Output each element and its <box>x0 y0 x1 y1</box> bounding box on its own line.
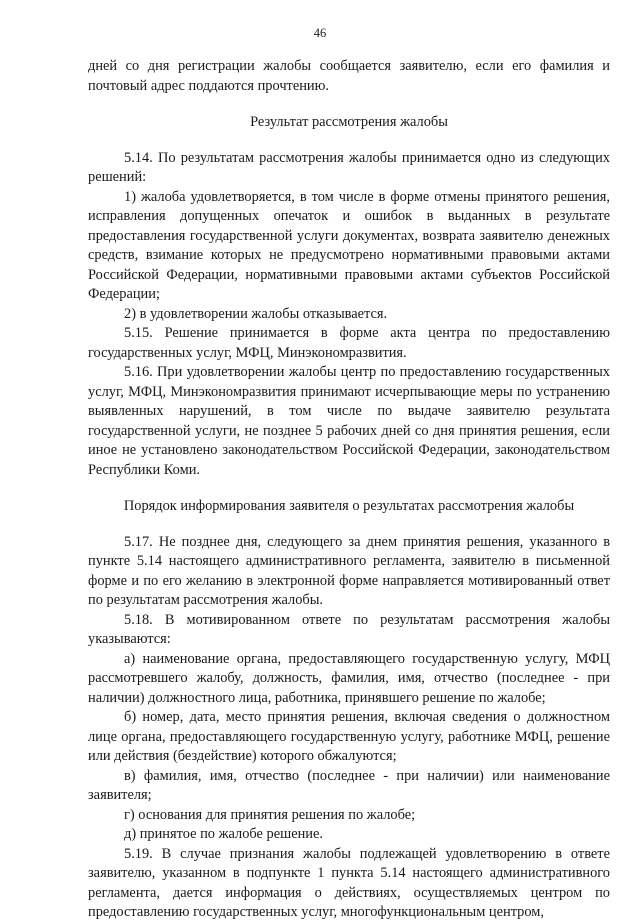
list-item-1: 1) жалоба удовлетворяется, в том числе в форме отмены принятого решения, исправления допущенных опечаток и ошибок в выданных в результате предоставления государственной услуги документах, возврата заявителю денежных средств, взимание которых не предусмотрено нормативными правовыми актами Российской Федерации, нормативными правовыми актами субъектов Российской Федерации; <box>88 188 610 302</box>
paragraph-5-19: 5.19. В случае признания жалобы подлежащей удовлетворению в ответе заявителю, указанном в подпункте 1 пункта 5.14 настоящего административного регламента, дается информация о действиях, осуществляемых центром по предоставлению государственных услуг, многофункциональным центром, <box>88 845 610 920</box>
paragraph-5-14: 5.14. По результатам рассмотрения жалобы принимается одно из следующих решений: <box>88 149 610 185</box>
list-item-v: в) фамилия, имя, отчество (последнее - при наличии) или наименование заявителя; <box>88 767 610 803</box>
section-heading-informing: Порядок информирования заявителя о результатах рассмотрения жалобы <box>123 498 575 514</box>
section-heading-result: Результат рассмотрения жалобы <box>250 114 448 130</box>
paragraph-continuation: дней со дня регистрации жалобы сообщается заявителю, если его фамилия и почтовый адрес поддаются прочтению. <box>88 58 610 94</box>
paragraph-5-15: 5.15. Решение принимается в форме акта центра по предоставлению государственных услуг, МФЦ, Минэкономразвития. <box>88 325 610 361</box>
list-item-g: г) основания для принятия решения по жалобе; <box>124 806 416 823</box>
list-item-b: б) номер, дата, место принятия решения, включая сведения о должностном лице органа, предоставляющего государственную услугу, работнике МФЦ, решение или действия (бездействие) которого обжалуются; <box>88 709 610 764</box>
list-item-2: 2) в удовлетворении жалобы отказывается. <box>124 305 388 322</box>
paragraph-5-18: 5.18. В мотивированном ответе по результатам рассмотрения жалобы указываются: <box>88 611 610 647</box>
page-number: 46 <box>313 26 327 40</box>
paragraph-5-16: 5.16. При удовлетворении жалобы центр по предоставлению государственных услуг, МФЦ, Минэкономразвития принимают исчерпывающие меры по устранению выявленных нарушений, в том числе по выдаче заявителю результата государственной услуги, не позднее 5 рабочих дней со дня принятия решения, если иное не установлено законодательством Российской Федерации, законодательством Республики Коми. <box>88 364 610 478</box>
paragraph-5-17: 5.17. Не позднее дня, следующего за днем принятия решения, указанного в пункте 5.14 настоящего административного регламента, заявителю в письменной форме и по его желанию в электронной форме направляется мотивированный ответ по результатам рассмотрения жалобы. <box>88 533 610 608</box>
document-body <box>88 57 610 923</box>
list-item-d: д) принятое по жалобе решение. <box>124 826 323 842</box>
list-item-a: а) наименование органа, предоставляющего государственную услугу, МФЦ рассмотревшего жалобу, должность, фамилия, имя, отчество (последнее - при наличии) должностного лица, работника, принявшего решение по жалобе; <box>88 650 610 706</box>
